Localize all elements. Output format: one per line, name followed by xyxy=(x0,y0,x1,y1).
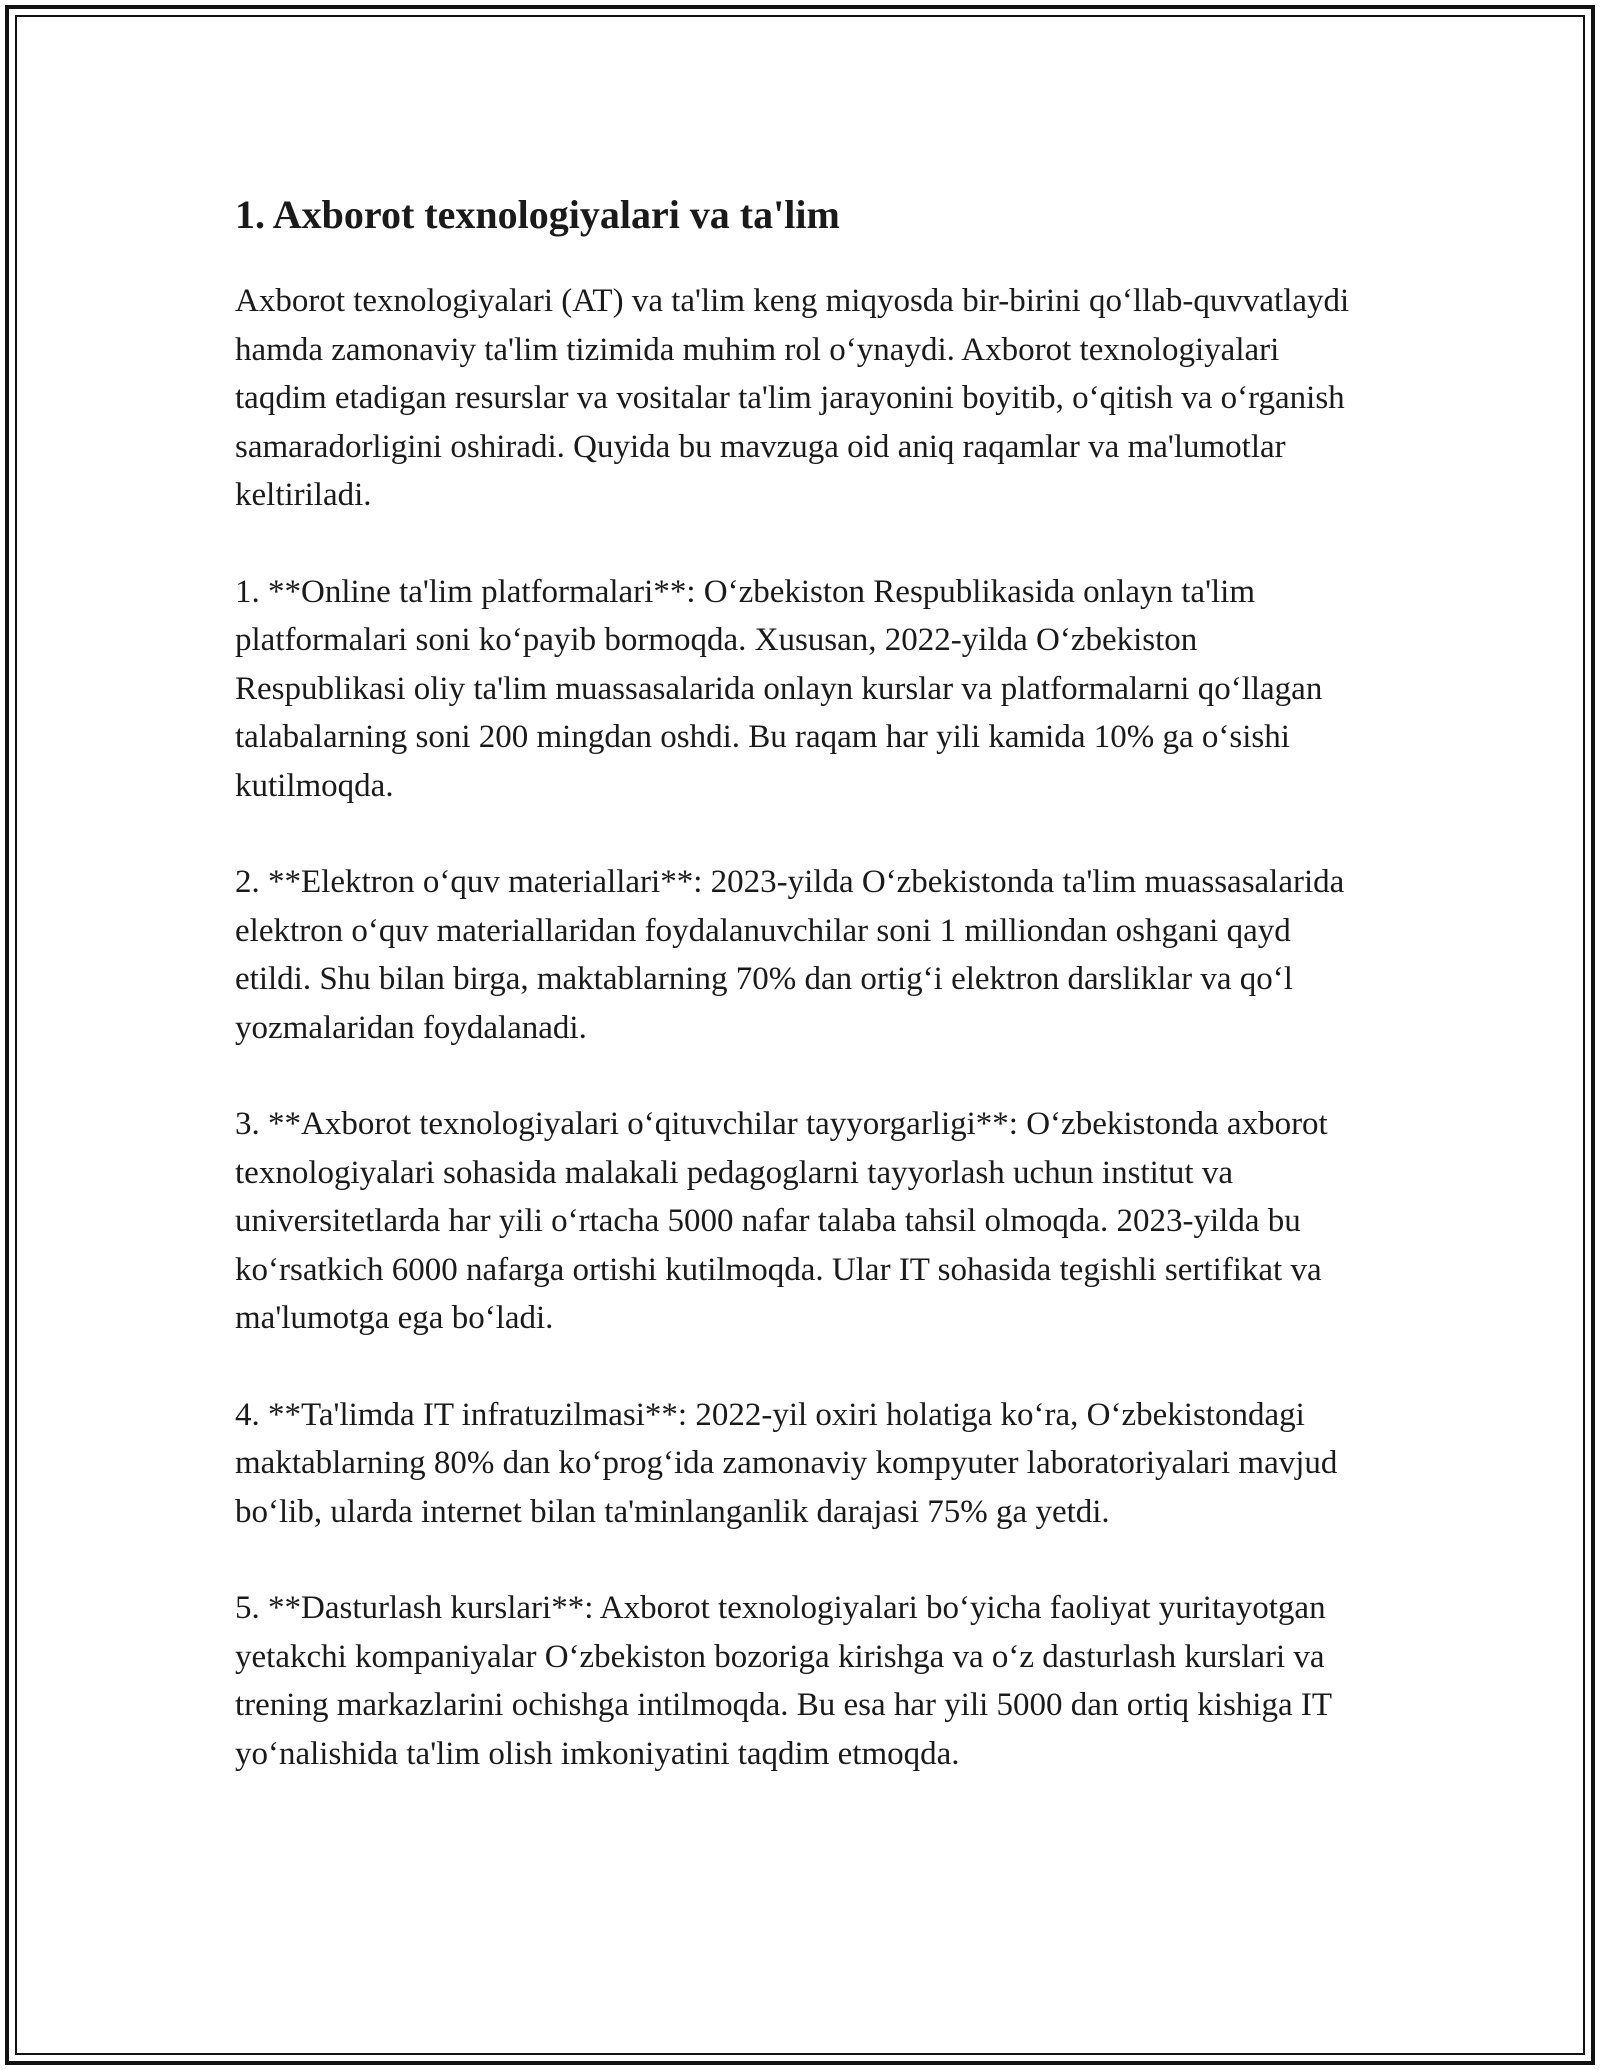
list-item-teacher-training: 3. **Axborot texnologiyalari o‘qituvchilar tayyorgarligi**: O‘zbekistonda axborot texnologiyalari sohasida malakali pedagoglarni tayyorlash uchun institut va universitetlarda har yili o‘rtacha 5000 nafar talaba tahsil olmoqda. 2023-yilda bu ko‘rsatkich 6000 nafarga ortishi kutilmoqda. Ular IT sohasida tegishli sertifikat va ma'lumotga ega bo‘ladi. xyxy=(235,1106,1328,1336)
list-item-online-platforms: 1. **Online ta'lim platformalari**: O‘zbekiston Respublikasida onlayn ta'lim platformalari soni ko‘payib bormoqda. Xususan, 2022-yilda O‘zbekiston Respublikasi oliy ta'lim muassasalarida onlayn kurslar va platformalarni qo‘llagan talabalarning soni 200 mingdan oshdi. Bu raqam har yili kamida 10% ga o‘sishi kutilmoqda. xyxy=(235,573,1323,804)
list-item-programming-courses: 5. **Dasturlash kurslari**: Axborot texnologiyalari bo‘yicha faoliyat yuritayotgan yetakchi kompaniyalar O‘zbekiston bozoriga kirishga va o‘z dasturlash kurslari va trening markazlarini ochishga intilmoqda. Bu esa har yili 5000 dan ortiq kishiga IT yo‘nalishida ta'lim olish imkoniyatini taqdim etmoqda. xyxy=(235,1590,1332,1772)
section-heading: 1. Axborot texnologiyalari va ta'lim xyxy=(235,192,840,237)
intro-paragraph: Axborot texnologiyalari (AT) va ta'lim keng miqyosda bir-birini qo‘llab-quvvatlaydi hamda zamonaviy ta'lim tizimida muhim rol o‘ynaydi. Axborot texnologiyalari taqdim etadigan resurslar va vositalar ta'lim jarayonini boyitib, o‘qitish va o‘rganish samaradorligini oshiradi. Quyida bu mavzuga oid aniq raqamlar va ma'lumotlar keltiriladi. xyxy=(235,283,1350,513)
list-item-it-infrastructure: 4. **Ta'limda IT infratuzilmasi**: 2022-yil oxiri holatiga ko‘ra, O‘zbekistondagi maktablarning 80% dan ko‘prog‘ida zamonaviy kompyuter laboratoriyalari mavjud bo‘lib, ularda internet bilan ta'minlanganlik darajasi 75% ga yetdi. xyxy=(235,1396,1338,1530)
document-body xyxy=(235,185,1375,1826)
list-item-electronic-materials: 2. **Elektron o‘quv materiallari**: 2023-yilda O‘zbekistonda ta'lim muassasalarida elektron o‘quv materiallaridan foydalanuvchilar soni 1 milliondan oshgani qayd etildi. Shu bilan birga, maktablarning 70% dan ortig‘i elektron darsliklar va qo‘l yozmalaridan foydalanadi. xyxy=(235,864,1345,1046)
